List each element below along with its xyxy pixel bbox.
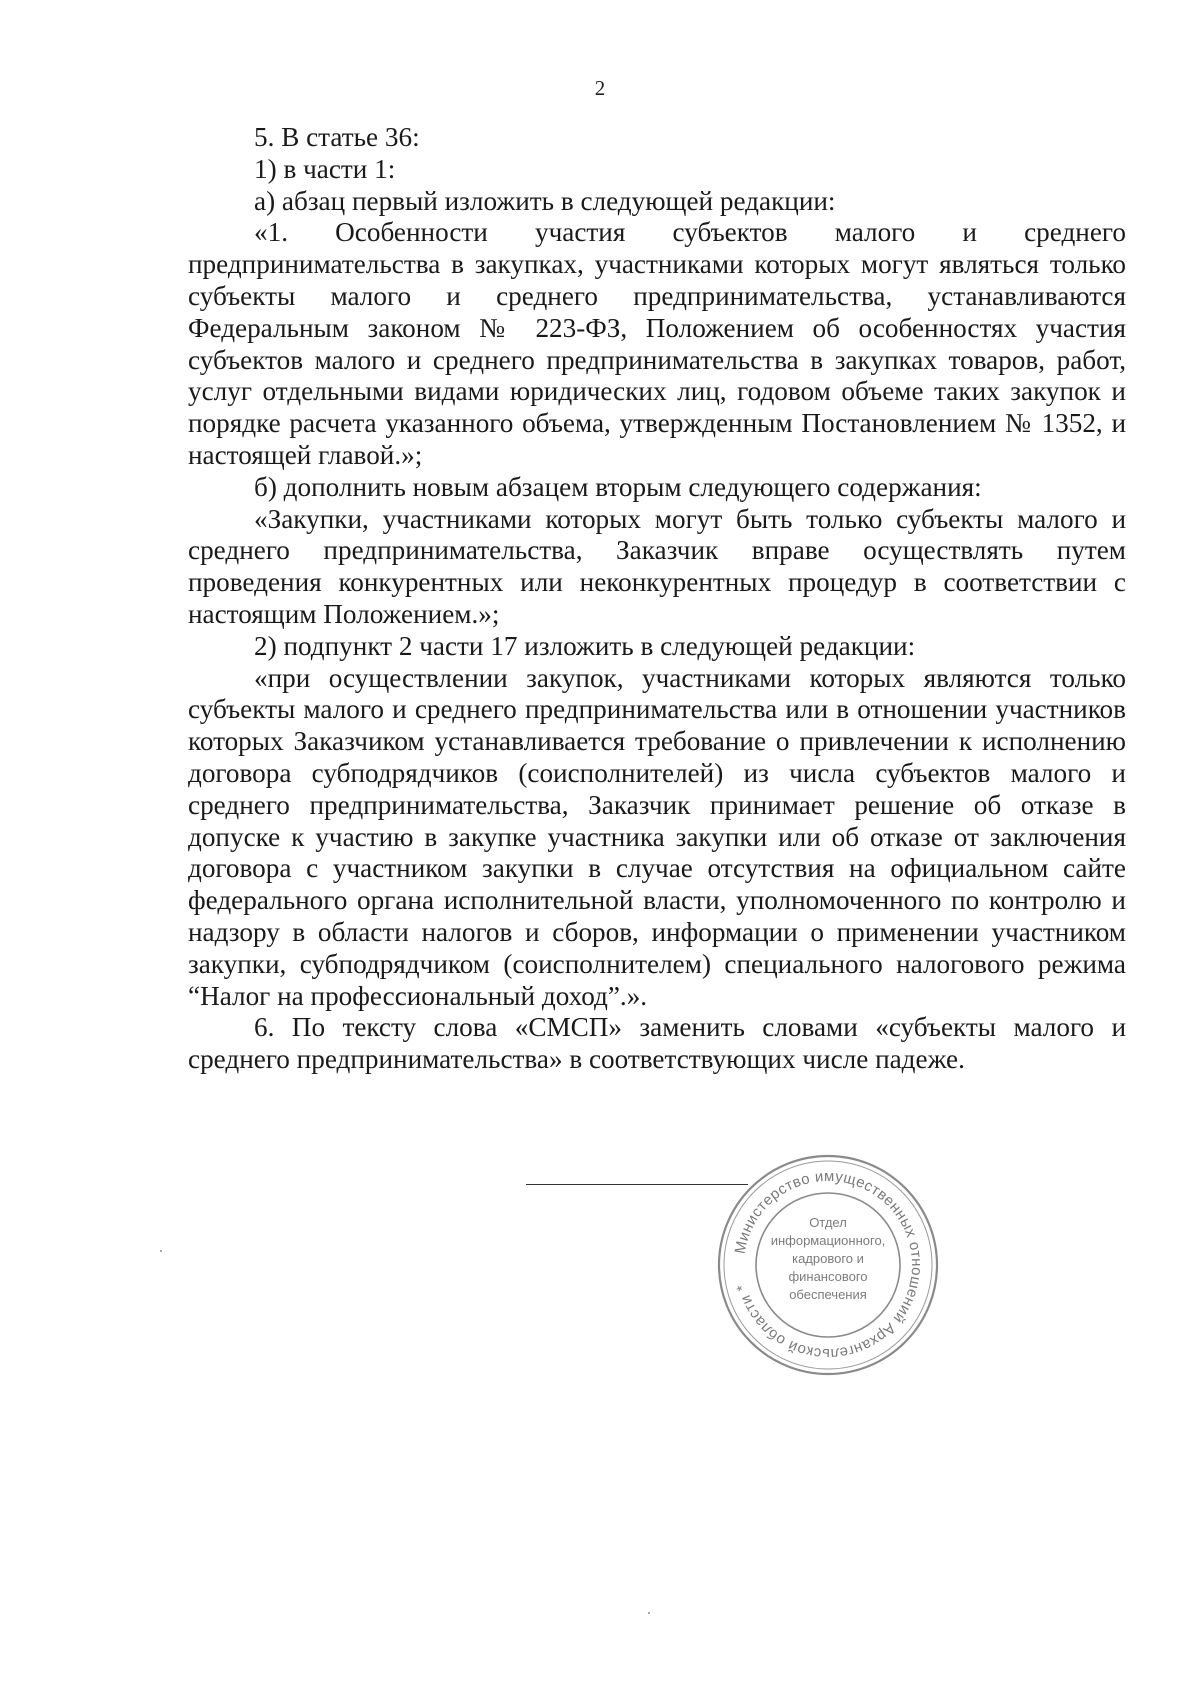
item-a-heading: а) абзац первый изложить в следующей редакции:	[254, 185, 836, 216]
item-a-text: «1. Особенности участия субъектов малого и среднего предпринимательства в закупках, участниками которых могут являться только субъекты малого и среднего предпринимательства, устанавливаются Федеральным законом № 223-ФЗ, Положением об особенностях участия субъектов малого и среднего предпринимательства в закупках товаров, работ, услуг отдельными видами юридических лиц, годовом объеме таких закупок и порядке расчета указанного объема, утвержденным Постановлением № 1352, и настоящей главой.»;	[188, 217, 1126, 470]
official-stamp	[715, 1152, 941, 1378]
subsection-2-heading: 2) подпункт 2 части 17 изложить в следующей редакции:	[254, 630, 916, 661]
document-body	[188, 122, 1126, 1076]
page-number: 2	[594, 76, 606, 100]
stamp-line-5: обеспечения	[789, 1287, 867, 1302]
stamp-line-3: кадрового и	[792, 1251, 864, 1266]
subsection-2-text: «при осуществлении закупок, участниками которых являются только субъекты малого и среднего предпринимательства или в отношении участников которых Заказчиком устанавливается требование о привлечении к исполнению договора субподрядчиков (соисполнителей) из числа субъектов малого и среднего предпринимательства, Заказчик принимает решение об отказе в допуске к участию в закупке участника закупки или об отказе от заключения договора с участником закупки в случае отсутствия на официальном сайте федерального органа исполнительной власти, уполномоченного по контролю и надзору в области налогов и сборов, информации о применении участником закупки, субподрядчиком (соисполнителем) специального налогового режима “Налог на профессиональный доход”.».	[188, 662, 1126, 1011]
section-5-heading: 5. В статье 36:	[254, 122, 420, 152]
section-6-text: 6. По тексту слова «СМСП» заменить словами «субъекты малого и среднего предпринимательства» в соответствующих числе падеже.	[188, 1012, 1126, 1075]
item-b-heading: б) дополнить новым абзацем вторым следующего содержания:	[254, 471, 982, 502]
item-b-text: «Закупки, участниками которых могут быть только субъекты малого и среднего предпринимательства, Заказчик вправе осуществлять путем проведения конкурентных или неконкурентных процедур в соответствии с настоящим Положением.»;	[188, 503, 1126, 629]
stamp-center-text	[756, 1214, 900, 1304]
stamp-ring-text: Министерство имущественных отношений Архангельской области *	[731, 1167, 926, 1363]
stamp-line-4: финансового	[788, 1269, 868, 1284]
subsection-1-heading: 1) в части 1:	[254, 153, 396, 184]
stamp-line-2: информационного,	[770, 1233, 886, 1248]
scan-speck	[160, 1250, 162, 1252]
scan-speck	[648, 1612, 650, 1614]
stamp-line-1: Отдел	[809, 1215, 847, 1230]
